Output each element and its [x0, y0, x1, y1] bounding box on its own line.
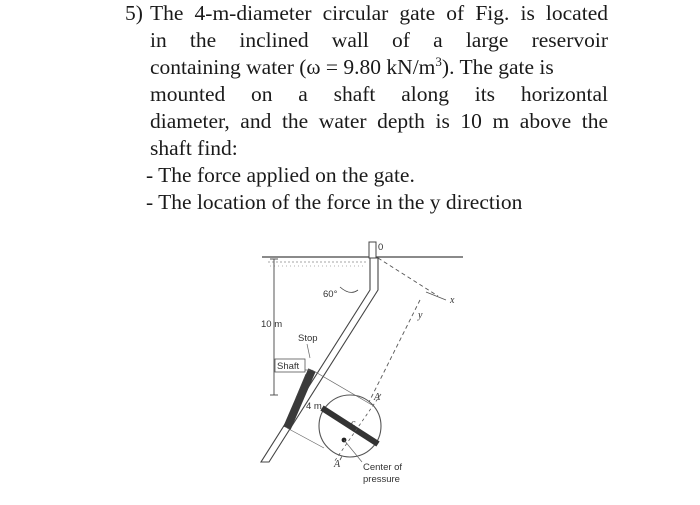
problem-line-2: in the inclined wall of a large reservoir	[150, 28, 608, 52]
unit-superscript: 3	[435, 54, 442, 69]
center-of-pressure-label-2: pressure	[363, 474, 400, 485]
origin-marker	[369, 242, 376, 258]
x-axis-line	[378, 258, 438, 296]
y-axis-label: y	[418, 310, 423, 321]
problem-line-3-tail: ). The gate is	[441, 55, 554, 79]
task-location: - The location of the force in the y direction	[146, 190, 523, 214]
center-of-pressure-label-1: Center of	[363, 462, 403, 473]
problem-line-4: mounted on a shaft along its horizontal	[150, 82, 608, 106]
section-a-top-label: A	[374, 392, 381, 403]
problem-line-1: The 4-m-diameter circular gate of Fig. is located	[150, 1, 608, 25]
depth-label: 10 m	[261, 319, 283, 330]
projection-line-bottom	[287, 428, 324, 448]
problem-line-5: diameter, and the water depth is 10 m above the	[150, 109, 608, 133]
angle-arc	[340, 287, 358, 292]
section-a-bottom-label: A	[334, 459, 341, 470]
axis-tick	[426, 292, 446, 300]
origin-label: 0	[378, 242, 384, 253]
problem-line-6: shaft find:	[150, 136, 238, 160]
angle-label: 60°	[323, 289, 338, 300]
shaft-label: Shaft	[277, 361, 300, 372]
diameter-label: 4 m	[306, 401, 322, 412]
problem-number: 5)	[125, 1, 143, 25]
stop-label: Stop	[298, 333, 318, 344]
centroid-label: c	[351, 418, 356, 429]
stop-leader	[307, 344, 310, 358]
task-force: - The force applied on the gate.	[146, 163, 415, 187]
problem-line-3-text: containing water (ω = 9.80 kN/m	[150, 55, 436, 79]
x-axis-label: x	[450, 295, 455, 306]
